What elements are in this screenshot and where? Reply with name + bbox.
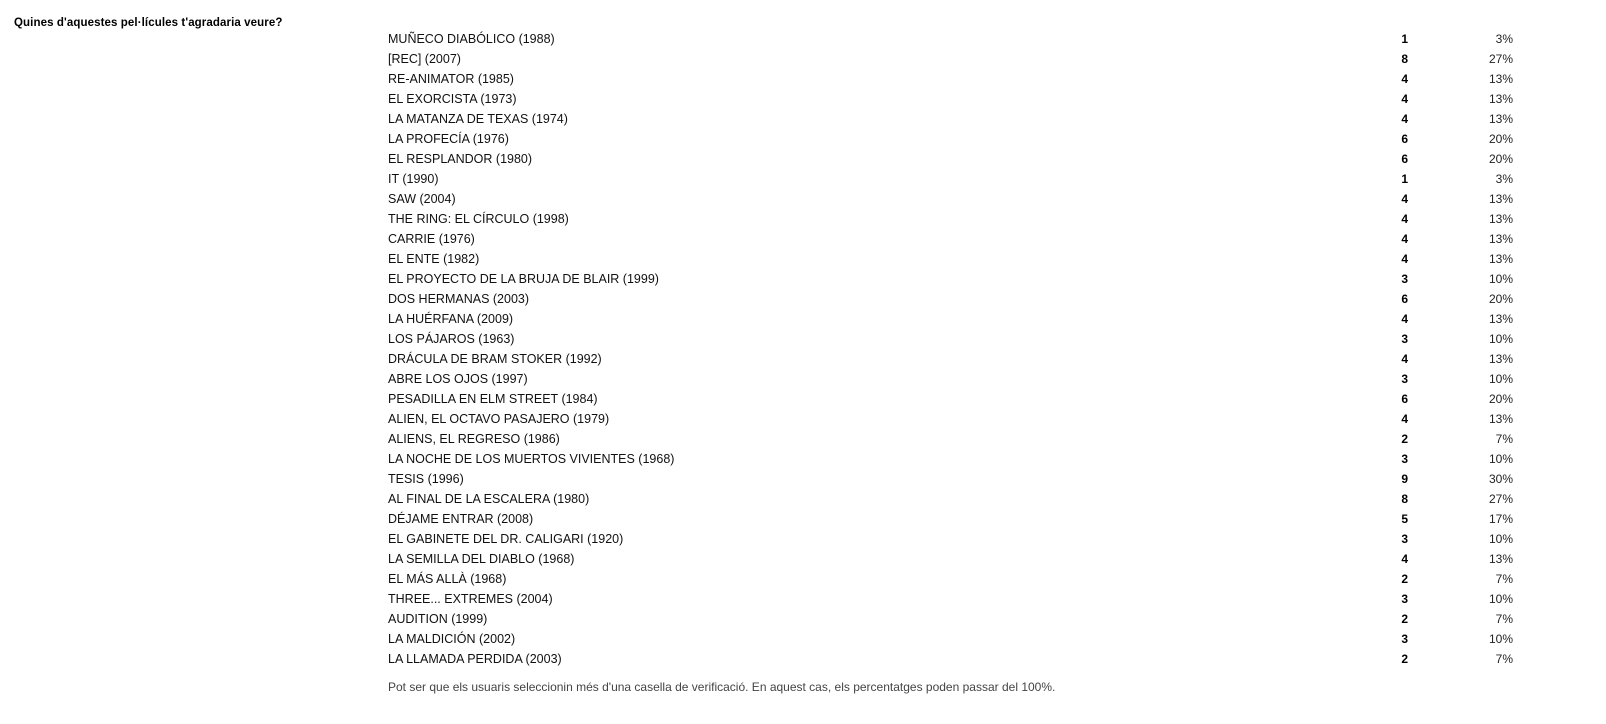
result-row <box>388 649 1513 669</box>
result-label: THE RING: EL CÍRCULO (1998) <box>388 212 569 226</box>
result-percent: 20% <box>1488 292 1513 306</box>
result-label: LA HUÉRFANA (2009) <box>388 312 514 326</box>
result-count: 2 <box>1401 612 1408 626</box>
result-label: PESADILLA EN ELM STREET (1984) <box>388 392 598 406</box>
result-count: 8 <box>1401 492 1408 506</box>
result-row <box>388 429 1513 449</box>
result-count: 6 <box>1401 152 1408 166</box>
result-label: LA MATANZA DE TEXAS (1974) <box>388 112 568 126</box>
result-row <box>388 449 1513 469</box>
result-percent: 7% <box>1495 572 1513 586</box>
result-count: 4 <box>1401 112 1408 126</box>
result-count: 6 <box>1401 132 1408 146</box>
result-row <box>388 629 1513 649</box>
result-count: 9 <box>1401 472 1408 486</box>
result-percent: 3% <box>1495 32 1513 46</box>
result-label: SAW (2004) <box>388 192 456 206</box>
result-row <box>388 189 1513 209</box>
result-label: EL ENTE (1982) <box>388 252 480 266</box>
result-count: 3 <box>1401 452 1408 466</box>
result-row <box>388 409 1513 429</box>
result-row <box>388 369 1513 389</box>
result-count: 4 <box>1401 232 1408 246</box>
result-count: 2 <box>1401 572 1408 586</box>
result-percent: 7% <box>1495 652 1513 666</box>
result-row <box>388 329 1513 349</box>
result-percent: 13% <box>1488 352 1513 366</box>
result-row <box>388 149 1513 169</box>
result-count: 3 <box>1401 332 1408 346</box>
result-row <box>388 529 1513 549</box>
result-label: ALIENS, EL REGRESO (1986) <box>388 432 560 446</box>
result-label: LOS PÁJAROS (1963) <box>388 332 515 346</box>
result-count: 8 <box>1401 52 1408 66</box>
result-percent: 10% <box>1488 532 1513 546</box>
result-percent: 30% <box>1488 472 1513 486</box>
result-row <box>388 309 1513 329</box>
result-label: AL FINAL DE LA ESCALERA (1980) <box>388 492 590 506</box>
result-percent: 27% <box>1488 492 1513 506</box>
result-row <box>388 229 1513 249</box>
result-label: ALIEN, EL OCTAVO PASAJERO (1979) <box>388 412 610 426</box>
result-count: 3 <box>1401 592 1408 606</box>
result-percent: 20% <box>1488 132 1513 146</box>
result-row <box>388 49 1513 69</box>
result-label: EL MÁS ALLÀ (1968) <box>388 572 507 586</box>
result-row <box>388 349 1513 369</box>
result-count: 5 <box>1401 512 1408 526</box>
result-percent: 10% <box>1488 632 1513 646</box>
result-percent: 7% <box>1495 432 1513 446</box>
result-row <box>388 569 1513 589</box>
result-percent: 13% <box>1488 232 1513 246</box>
results-list <box>388 29 1513 669</box>
result-percent: 10% <box>1488 332 1513 346</box>
result-label: EL RESPLANDOR (1980) <box>388 152 533 166</box>
result-count: 2 <box>1401 432 1408 446</box>
result-label: LA SEMILLA DEL DIABLO (1968) <box>388 552 575 566</box>
result-percent: 13% <box>1488 552 1513 566</box>
result-percent: 13% <box>1488 412 1513 426</box>
footnote-text: Pot ser que els usuaris seleccionin més d'una casella de verificació. En aquest cas, els percentatges poden passar del 100%. <box>388 680 1056 694</box>
result-count: 4 <box>1401 212 1408 226</box>
result-label: RE-ANIMATOR (1985) <box>388 72 514 86</box>
result-row <box>388 289 1513 309</box>
result-row <box>388 89 1513 109</box>
result-count: 4 <box>1401 252 1408 266</box>
result-row <box>388 169 1513 189</box>
result-count: 1 <box>1401 172 1408 186</box>
result-count: 4 <box>1401 352 1408 366</box>
result-label: EL EXORCISTA (1973) <box>388 92 517 106</box>
result-percent: 10% <box>1488 592 1513 606</box>
page-title: Quines d'aquestes pel·lícules t'agradaria veure? <box>14 17 283 29</box>
result-label: ABRE LOS OJOS (1997) <box>388 372 528 386</box>
result-count: 1 <box>1401 32 1408 46</box>
result-count: 3 <box>1401 272 1408 286</box>
result-row <box>388 509 1513 529</box>
result-row <box>388 389 1513 409</box>
result-percent: 13% <box>1488 252 1513 266</box>
result-label: LA NOCHE DE LOS MUERTOS VIVIENTES (1968) <box>388 452 675 466</box>
result-count: 6 <box>1401 392 1408 406</box>
result-count: 4 <box>1401 72 1408 86</box>
result-count: 3 <box>1401 372 1408 386</box>
result-percent: 13% <box>1488 212 1513 226</box>
result-label: TESIS (1996) <box>388 472 464 486</box>
result-label: LA PROFECÍA (1976) <box>388 132 509 146</box>
result-label: IT (1990) <box>388 172 439 186</box>
result-label: EL GABINETE DEL DR. CALIGARI (1920) <box>388 532 624 546</box>
result-percent: 10% <box>1488 452 1513 466</box>
result-label: CARRIE (1976) <box>388 232 475 246</box>
result-count: 3 <box>1401 532 1408 546</box>
result-row <box>388 549 1513 569</box>
result-count: 2 <box>1401 652 1408 666</box>
result-percent: 3% <box>1495 172 1513 186</box>
result-row <box>388 269 1513 289</box>
result-percent: 13% <box>1488 92 1513 106</box>
result-count: 3 <box>1401 632 1408 646</box>
result-label: DOS HERMANAS (2003) <box>388 292 530 306</box>
result-row <box>388 589 1513 609</box>
result-label: DÉJAME ENTRAR (2008) <box>388 512 534 526</box>
result-percent: 10% <box>1488 272 1513 286</box>
result-count: 4 <box>1401 192 1408 206</box>
result-row <box>388 29 1513 49</box>
result-row <box>388 489 1513 509</box>
result-row <box>388 469 1513 489</box>
result-count: 4 <box>1401 412 1408 426</box>
result-label: [REC] (2007) <box>388 52 461 66</box>
result-count: 4 <box>1401 552 1408 566</box>
result-row <box>388 109 1513 129</box>
result-percent: 20% <box>1488 152 1513 166</box>
result-label: LA MALDICIÓN (2002) <box>388 632 516 646</box>
result-percent: 7% <box>1495 612 1513 626</box>
result-percent: 20% <box>1488 392 1513 406</box>
result-row <box>388 249 1513 269</box>
result-row <box>388 69 1513 89</box>
result-percent: 13% <box>1488 192 1513 206</box>
result-label: EL PROYECTO DE LA BRUJA DE BLAIR (1999) <box>388 272 659 286</box>
result-label: THREE... EXTREMES (2004) <box>388 592 553 606</box>
result-percent: 13% <box>1488 72 1513 86</box>
result-label: LA LLAMADA PERDIDA (2003) <box>388 652 562 666</box>
result-row <box>388 209 1513 229</box>
result-percent: 17% <box>1488 512 1513 526</box>
result-percent: 13% <box>1488 312 1513 326</box>
result-label: MUÑECO DIABÓLICO (1988) <box>388 32 555 46</box>
result-row <box>388 609 1513 629</box>
result-count: 4 <box>1401 312 1408 326</box>
result-row <box>388 129 1513 149</box>
result-percent: 10% <box>1488 372 1513 386</box>
result-count: 6 <box>1401 292 1408 306</box>
result-label: DRÁCULA DE BRAM STOKER (1992) <box>388 352 602 366</box>
result-percent: 13% <box>1488 112 1513 126</box>
result-count: 4 <box>1401 92 1408 106</box>
result-percent: 27% <box>1488 52 1513 66</box>
result-label: AUDITION (1999) <box>388 612 488 626</box>
